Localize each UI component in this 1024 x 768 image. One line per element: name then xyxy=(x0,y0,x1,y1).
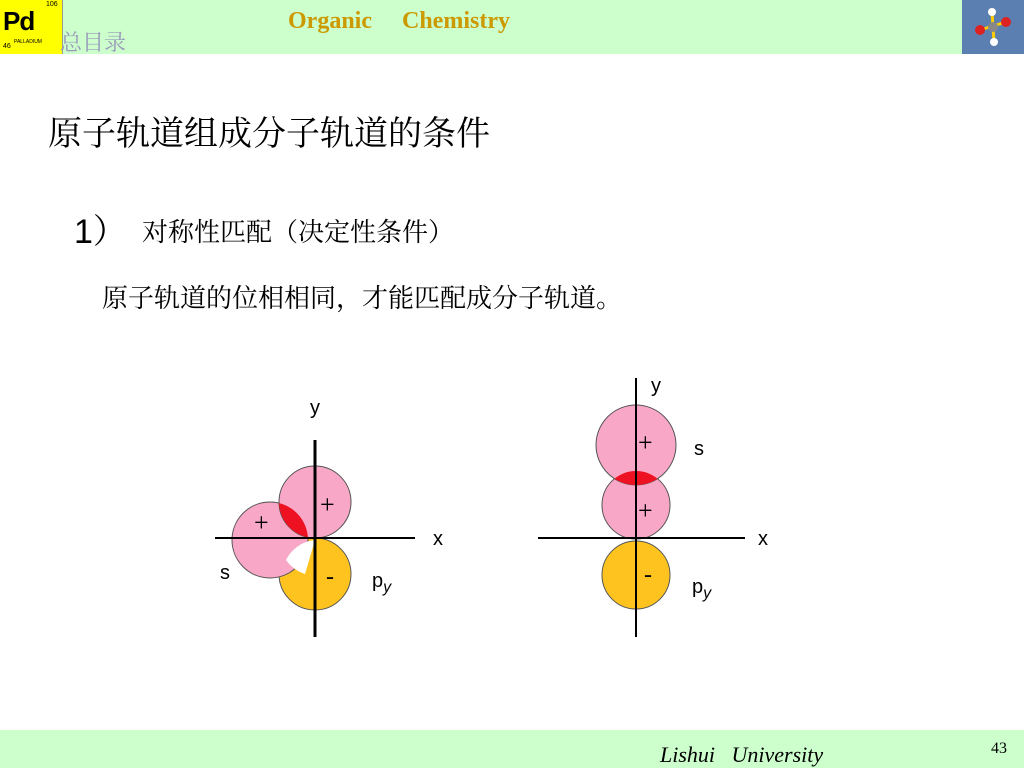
left-p-label xyxy=(372,570,392,596)
right-orbital-diagram xyxy=(538,375,768,637)
point-heading: 对称性匹配（决定性条件） xyxy=(142,218,455,248)
left-p-upper-sign: + xyxy=(320,490,335,519)
logo-mass: 106 xyxy=(46,1,58,8)
right-p-subscript: y xyxy=(703,585,712,602)
footer-university: Lishui University xyxy=(660,742,824,767)
left-x-label: x xyxy=(433,528,443,550)
footer-bar xyxy=(0,730,1024,768)
toc-link[interactable]: 总目录 xyxy=(60,31,127,56)
left-y-label: y xyxy=(310,397,320,419)
right-s-label: s xyxy=(694,438,704,460)
page-number: 43 xyxy=(991,740,1007,757)
right-p-letter: p xyxy=(692,576,704,598)
right-p-lower-sign: - xyxy=(644,562,652,588)
right-y-label: y xyxy=(651,375,661,397)
right-x-label: x xyxy=(758,528,768,550)
point-number: 1） xyxy=(74,213,127,251)
left-p-lower-sign: - xyxy=(326,564,334,590)
left-s-label: s xyxy=(220,562,230,584)
left-p-subscript: y xyxy=(383,579,392,596)
logo-name: PALLADIUM xyxy=(14,39,42,45)
left-s-sign: + xyxy=(254,508,269,537)
course-title: Organic Chemistry xyxy=(288,8,510,34)
logo-atomic-number: 46 xyxy=(3,43,11,50)
right-p-upper-sign: + xyxy=(638,496,653,525)
slide-title: 原子轨道组成分子轨道的条件 xyxy=(48,114,490,154)
left-p-letter: p xyxy=(372,570,384,592)
logo-symbol: Pd xyxy=(3,6,35,36)
left-orbital-diagram xyxy=(215,397,443,637)
right-s-sign: + xyxy=(638,428,653,457)
body-text: 原子轨道的位相相同，才能匹配成分子轨道。 xyxy=(102,284,623,314)
right-p-label xyxy=(692,576,712,602)
